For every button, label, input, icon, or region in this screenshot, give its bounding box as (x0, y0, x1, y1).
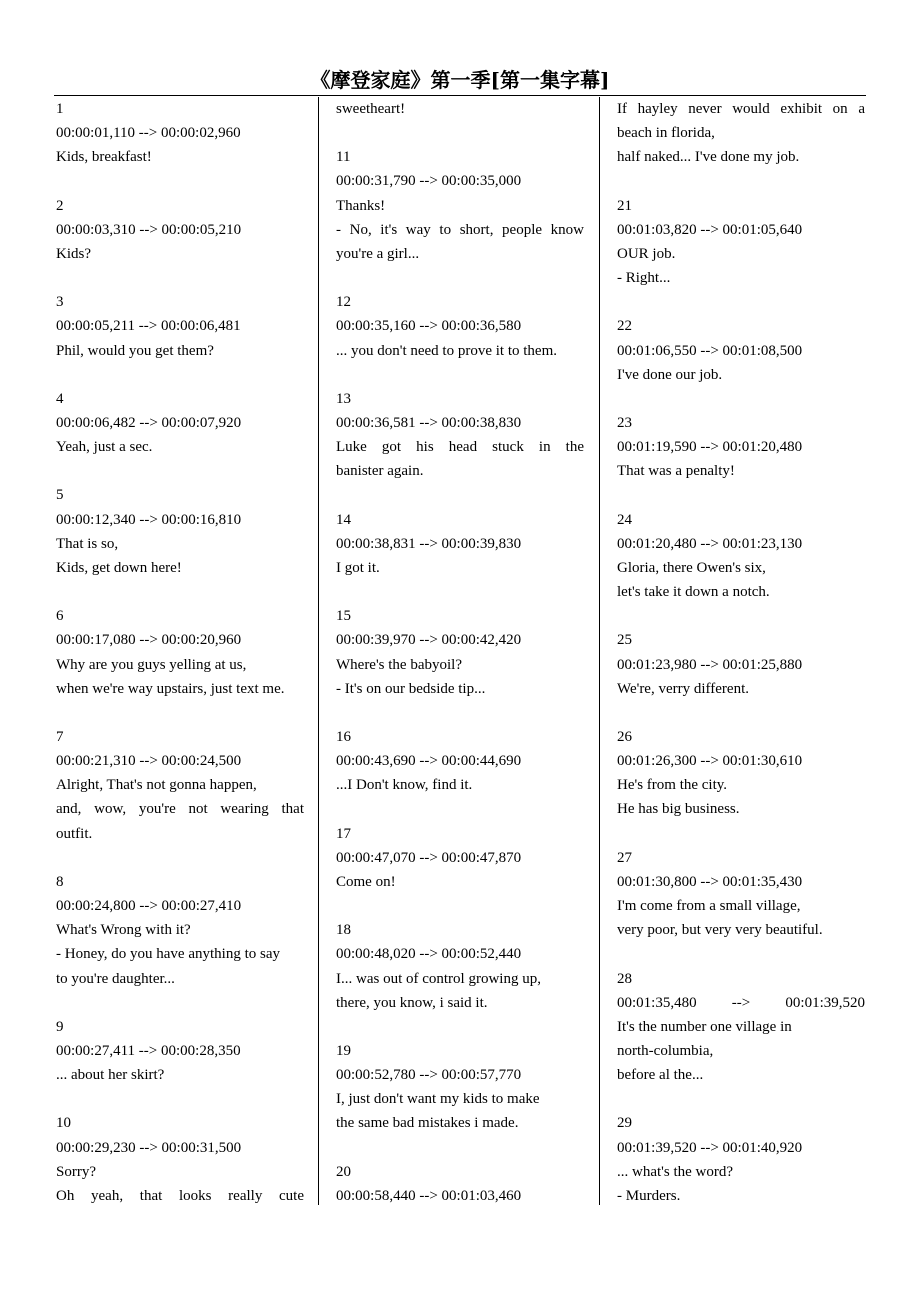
subtitle-line: He has big business. (617, 801, 740, 818)
subtitle-line: 12 (336, 294, 351, 311)
blank-line (336, 121, 584, 145)
blank-line (56, 701, 304, 725)
blank-line (56, 580, 304, 604)
subtitle-line: Why are you guys yelling at us, (56, 656, 247, 673)
blank-line (56, 363, 304, 387)
subtitle-line: very poor, but very very beautiful. (617, 922, 823, 939)
blank-line (56, 846, 304, 870)
subtitle-column-2 (336, 97, 584, 1208)
subtitle-line: 00:00:24,800 --> 00:00:27,410 (56, 898, 242, 915)
subtitle-line: Phil, would you get them? (56, 342, 214, 359)
subtitle-line: 00:01:19,590 --> 00:01:20,480 (617, 439, 803, 456)
subtitle-line: 11 (336, 149, 351, 166)
subtitle-line: outfit. (56, 825, 93, 842)
subtitle-line: 14 (336, 511, 351, 528)
subtitle-line: 00:01:20,480 --> 00:01:23,130 (617, 535, 803, 552)
subtitle-line: 15 (336, 608, 351, 625)
blank-line (617, 942, 865, 966)
document-title: 《摩登家庭》第一季[第一集字幕] (310, 68, 610, 92)
subtitle-line: 17 (336, 825, 351, 842)
subtitle-line: Kids? (56, 245, 91, 262)
subtitle-line: 00:00:43,690 --> 00:00:44,690 (336, 753, 522, 770)
subtitle-line: Luke got his head stuck in the (336, 439, 584, 456)
title-rule (54, 95, 866, 96)
subtitle-line: 00:00:21,310 --> 00:00:24,500 (56, 753, 242, 770)
subtitle-line: 00:01:35,480 --> 00:01:39,520 (617, 994, 865, 1011)
blank-line (617, 604, 865, 628)
subtitle-line: 26 (617, 728, 632, 745)
subtitle-column-3 (617, 97, 865, 1208)
blank-line (56, 169, 304, 193)
subtitle-line: sweetheart! (336, 101, 406, 117)
blank-line (56, 991, 304, 1015)
subtitle-line: ... about her skirt? (56, 1067, 165, 1084)
subtitle-line: 16 (336, 728, 351, 745)
subtitle-line: 4 (56, 390, 64, 407)
subtitle-line: I'm come from a small village, (617, 898, 801, 915)
subtitle-line: 00:01:06,550 --> 00:01:08,500 (617, 342, 803, 359)
subtitle-line: 00:00:52,780 --> 00:00:57,770 (336, 1067, 522, 1084)
subtitle-line: and, wow, you're not wearing that (56, 801, 304, 818)
blank-line (336, 483, 584, 507)
subtitle-line: 20 (336, 1163, 351, 1180)
subtitle-line: 27 (617, 849, 632, 866)
blank-line (336, 266, 584, 290)
subtitle-line: Where's the babyoil? (336, 656, 462, 673)
subtitle-line: 24 (617, 511, 632, 528)
blank-line (336, 701, 584, 725)
blank-line (617, 290, 865, 314)
subtitle-line: 9 (56, 1018, 64, 1035)
blank-line (617, 1087, 865, 1111)
subtitle-line: when we're way upstairs, just text me. (56, 680, 285, 697)
blank-line (617, 701, 865, 725)
subtitle-line: 21 (617, 197, 632, 214)
subtitle-line: 00:00:12,340 --> 00:00:16,810 (56, 511, 242, 528)
subtitle-line: Come on! (336, 873, 396, 890)
subtitle-line: 00:00:01,110 --> 00:00:02,960 (56, 125, 241, 142)
subtitle-line: 00:00:17,080 --> 00:00:20,960 (56, 632, 242, 649)
subtitle-line: beach in florida, (617, 125, 715, 142)
subtitle-line: 00:01:26,300 --> 00:01:30,610 (617, 753, 803, 770)
subtitle-line: I... was out of control growing up, (336, 970, 541, 987)
subtitle-line: Alright, That's not gonna happen, (56, 777, 257, 794)
subtitle-line: there, you know, i said it. (336, 994, 488, 1011)
subtitle-line: I've done our job. (617, 366, 723, 383)
blank-line (617, 483, 865, 507)
subtitle-line: 00:01:30,800 --> 00:01:35,430 (617, 873, 803, 890)
subtitle-line: 00:00:39,970 --> 00:00:42,420 (336, 632, 522, 649)
subtitle-line: 3 (56, 294, 64, 311)
subtitle-line: That was a penalty! (617, 463, 735, 480)
subtitle-line: I, just don't want my kids to make (336, 1091, 540, 1108)
subtitle-line: 6 (56, 608, 64, 625)
subtitle-line: 00:00:48,020 --> 00:00:52,440 (336, 946, 522, 963)
subtitle-line: 28 (617, 970, 632, 987)
subtitle-line: We're, verry different. (617, 680, 749, 697)
subtitle-line: I got it. (336, 559, 380, 576)
subtitle-line: 8 (56, 873, 64, 890)
subtitle-line: That is so, (56, 535, 119, 552)
subtitle-line: 5 (56, 487, 64, 504)
subtitle-line: 29 (617, 1115, 632, 1132)
subtitle-line: 00:00:36,581 --> 00:00:38,830 (336, 414, 522, 431)
subtitle-line: 2 (56, 197, 64, 214)
subtitle-line: 00:01:03,820 --> 00:01:05,640 (617, 221, 803, 238)
subtitle-line: - Honey, do you have anything to say (56, 946, 280, 963)
subtitle-line: ...I Don't know, find it. (336, 777, 473, 794)
subtitle-line: 00:00:27,411 --> 00:00:28,350 (56, 1042, 241, 1059)
subtitle-line: Kids, get down here! (56, 559, 182, 576)
subtitle-line: He's from the city. (617, 777, 728, 794)
subtitle-line: - Murders. (617, 1187, 681, 1204)
subtitle-line: - No, it's way to short, people know (336, 221, 584, 238)
subtitle-line: ... what's the word? (617, 1163, 734, 1180)
subtitle-line: north-columbia, (617, 1042, 714, 1059)
subtitle-line: 22 (617, 318, 632, 335)
subtitle-line: - It's on our bedside tip... (336, 680, 486, 697)
subtitle-line: half naked... I've done my job. (617, 149, 800, 166)
blank-line (56, 1087, 304, 1111)
blank-line (336, 580, 584, 604)
subtitle-line: - Right... (617, 270, 671, 287)
subtitle-line: 18 (336, 922, 351, 939)
subtitle-line: 00:00:31,790 --> 00:00:35,000 (336, 173, 522, 190)
blank-line (336, 894, 584, 918)
subtitle-line: you're a girl... (336, 245, 420, 262)
subtitle-line: ... you don't need to prove it to them. (336, 342, 558, 359)
subtitle-line: 00:00:06,482 --> 00:00:07,920 (56, 414, 242, 431)
subtitle-line: Yeah, just a sec. (56, 439, 153, 456)
blank-line (617, 169, 865, 193)
subtitle-line: 19 (336, 1042, 351, 1059)
column-divider (318, 97, 319, 1205)
subtitle-line: before al the... (617, 1067, 704, 1084)
subtitle-line: 00:00:03,310 --> 00:00:05,210 (56, 221, 242, 238)
subtitle-line: 1 (56, 101, 64, 117)
subtitle-line: Oh yeah, that looks really cute (56, 1187, 304, 1204)
subtitle-line: 00:01:23,980 --> 00:01:25,880 (617, 656, 803, 673)
subtitle-line: 00:00:47,070 --> 00:00:47,870 (336, 849, 522, 866)
subtitle-line: 7 (56, 728, 64, 745)
subtitle-line: It's the number one village in (617, 1018, 792, 1035)
blank-line (336, 363, 584, 387)
subtitle-line: the same bad mistakes i made. (336, 1115, 519, 1132)
blank-line (336, 1136, 584, 1160)
subtitle-line: 25 (617, 632, 632, 649)
subtitle-line: Kids, breakfast! (56, 149, 152, 166)
subtitle-line: 00:00:38,831 --> 00:00:39,830 (336, 535, 522, 552)
blank-line (56, 459, 304, 483)
subtitle-line: 00:00:35,160 --> 00:00:36,580 (336, 318, 522, 335)
blank-line (617, 822, 865, 846)
subtitle-line: 00:00:05,211 --> 00:00:06,481 (56, 318, 241, 335)
subtitle-line: Sorry? (56, 1163, 96, 1180)
blank-line (617, 387, 865, 411)
subtitle-column-1 (56, 97, 304, 1208)
subtitle-line: OUR job. (617, 245, 676, 262)
subtitle-line: 23 (617, 414, 632, 431)
column-divider (599, 97, 600, 1205)
subtitle-line: 00:00:58,440 --> 00:01:03,460 (336, 1187, 522, 1204)
subtitle-line: 00:01:39,520 --> 00:01:40,920 (617, 1139, 803, 1156)
subtitle-line: let's take it down a notch. (617, 584, 770, 601)
blank-line (336, 797, 584, 821)
subtitle-line: banister again. (336, 463, 424, 480)
blank-line (336, 1015, 584, 1039)
subtitle-line: 13 (336, 390, 351, 407)
subtitle-line: What's Wrong with it? (56, 922, 191, 939)
subtitle-line: Gloria, there Owen's six, (617, 559, 766, 576)
subtitle-line: If hayley never would exhibit on a (617, 101, 865, 117)
subtitle-line: 00:00:29,230 --> 00:00:31,500 (56, 1139, 242, 1156)
blank-line (56, 266, 304, 290)
subtitle-line: 10 (56, 1115, 71, 1132)
subtitle-line: Thanks! (336, 197, 386, 214)
subtitle-line: to you're daughter... (56, 970, 175, 987)
